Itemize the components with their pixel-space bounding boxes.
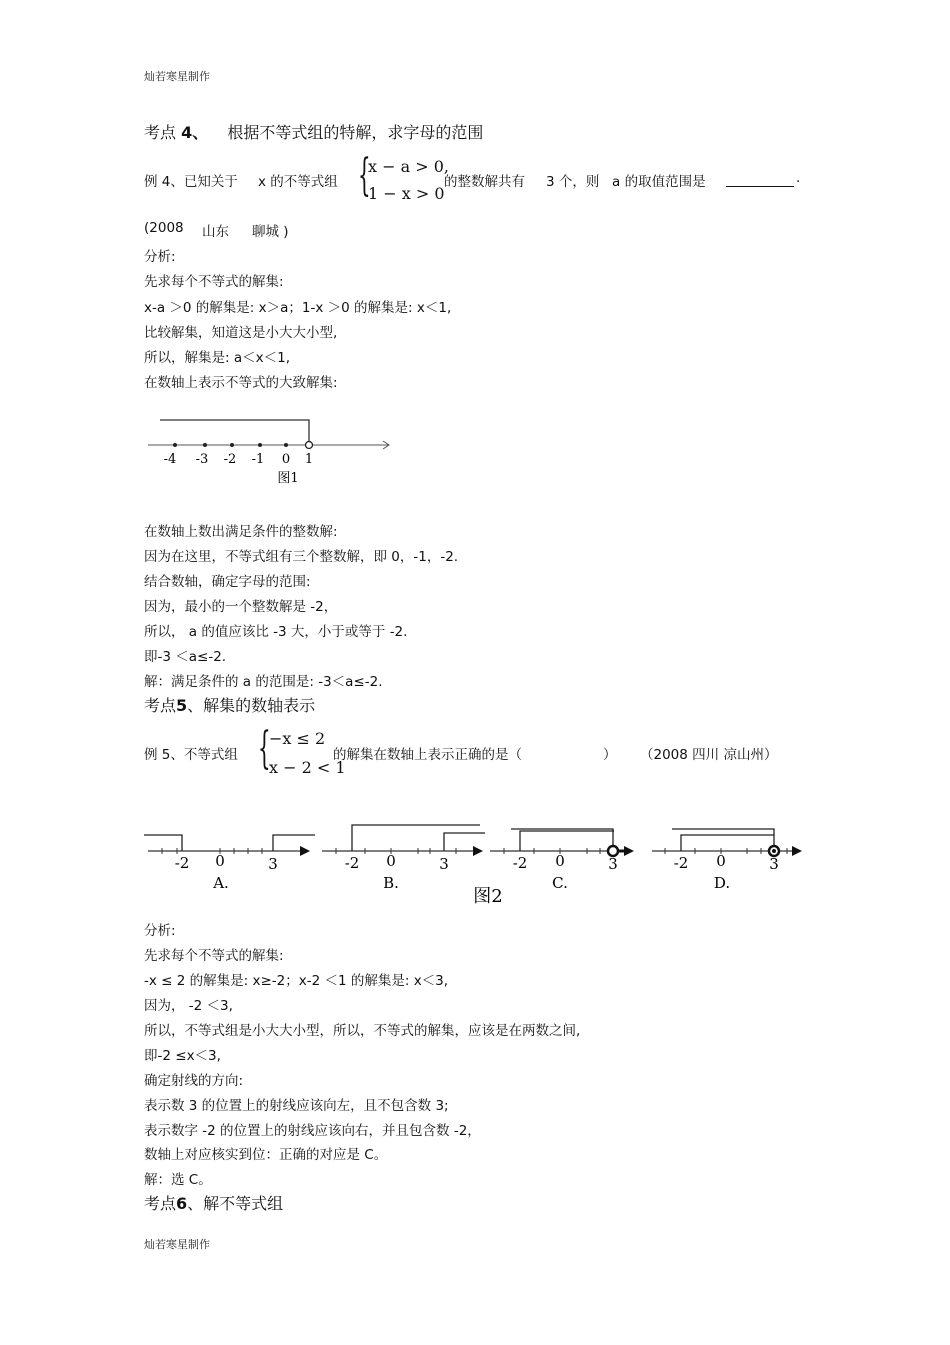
analysis-4b-line: 即-3 ＜a≤-2. (144, 649, 227, 665)
system-4-line-1: x − a > 0, (368, 157, 449, 176)
source-5: （2008 四川 凉山州） (640, 747, 778, 763)
analysis-4b-line: 在数轴上数出满足条件的整数解: (144, 524, 338, 540)
tick-label: 1 (304, 452, 314, 467)
tick-dot (173, 443, 177, 447)
open-endpoint (306, 442, 313, 449)
analysis-5-line: 表示数字 -2 的位置上的射线应该向右，并且包含数 -2， (144, 1123, 481, 1139)
example-4-period: . (796, 170, 801, 186)
tick-label: -2 (344, 854, 360, 872)
analysis-5-line: -x ≤ 2 的解集是: x≥-2；x-2 ＜1 的解集是: x＜3, (144, 973, 449, 989)
tick-label: 0 (386, 852, 396, 870)
tick-dot (203, 443, 207, 447)
section-6-title: 考点6、解不等式组 (144, 1194, 284, 1213)
tick-label: -4 (163, 452, 177, 467)
tick-label: 3 (439, 855, 449, 873)
tick-label: 0 (281, 452, 291, 467)
page-footer: 灿若寒星制作 (144, 1238, 210, 1251)
example-4-text-c: 的整数解共有 (444, 174, 525, 190)
analysis-4-line: 比较解集，知道这是小大大小型, (144, 325, 338, 341)
number-line-figure-1 (140, 410, 400, 490)
page-header: 灿若寒星制作 (144, 70, 210, 83)
analysis-4b-line: 所以， a 的值应该比 -3 大，小于或等于 -2. (144, 624, 408, 640)
analysis-5-line: 数轴上对应核实到位：正确的对应是 C。 (144, 1147, 388, 1163)
analysis-4-line: 分析: (144, 249, 176, 265)
tick-dot (258, 443, 262, 447)
system-4-line-2: 1 − x > 0 (368, 184, 445, 203)
example-4-text-d: 3 个，则 (546, 174, 600, 190)
option-d-label: D. (713, 874, 731, 892)
analysis-4-line: 在数轴上表示不等式的大致解集: (144, 375, 338, 391)
tick-label: -3 (195, 452, 209, 467)
analysis-4-line: x-a ＞0 的解集是: x＞a；1-x ＞0 的解集是: x＜1, (144, 300, 452, 316)
analysis-5-line: 先求每个不等式的解集: (144, 948, 284, 964)
section-5-title: 考点5、解集的数轴表示 (144, 696, 316, 715)
figure-1-caption: 图1 (277, 471, 299, 486)
option-d-number-line (652, 829, 802, 892)
tick-label: -2 (512, 854, 528, 872)
analysis-5-line: 因为， -2 ＜3, (144, 998, 233, 1014)
section-4-title: 考点 4、 根据不等式组的特解，求字母的范围 (144, 123, 484, 142)
figure-2-caption: 图2 (473, 886, 503, 907)
option-b-number-line (322, 825, 485, 892)
analysis-5-line: 所以，不等式组是小大大小型，所以，不等式的解集，应该是在两数之间, (144, 1023, 581, 1039)
example-5-text-a: 例 5、不等式组 (144, 747, 238, 763)
system-5-line-2: x − 2 < 1 (269, 758, 346, 777)
example-5-close-paren: ） (603, 747, 617, 763)
option-c-label: C. (552, 874, 568, 892)
number-line-figure-2 (140, 820, 810, 910)
option-a-number-line (144, 835, 315, 892)
tick-label: 3 (769, 855, 779, 873)
source-4-city: 聊城 ) (252, 224, 289, 240)
example-4-text-a: 例 4、已知关于 (144, 174, 238, 190)
tick-label: -2 (673, 854, 689, 872)
option-c-number-line (473, 829, 634, 907)
option-b-label: B. (383, 874, 399, 892)
tick-label: -1 (251, 452, 265, 467)
analysis-5-line: 表示数 3 的位置上的射线应该向左，且不包含数 3; (144, 1098, 449, 1114)
tick-label: 3 (268, 855, 278, 873)
system-5-line-1: −x ≤ 2 (269, 729, 326, 748)
tick-label: 3 (608, 855, 618, 873)
analysis-5-line: 确定射线的方向: (144, 1073, 244, 1089)
analysis-4b-line: 结合数轴，确定字母的范围: (144, 574, 311, 590)
tick-label: 0 (215, 852, 225, 870)
example-4-text-e: a 的取值范围是 (612, 174, 706, 190)
system-brace: { (358, 150, 371, 201)
analysis-5-line: 分析: (144, 923, 176, 939)
tick-label: 0 (716, 852, 726, 870)
example-5-text-b: 的解集在数轴上表示正确的是（ (333, 747, 522, 763)
analysis-4-line: 先求每个不等式的解集: (144, 274, 284, 290)
tick-label: -2 (223, 452, 237, 467)
example-4-text-b: x 的不等式组 (258, 174, 338, 190)
tick-label: 0 (555, 852, 565, 870)
tick-label: -2 (174, 854, 190, 872)
analysis-4b-line: 解：满足条件的 a 的范围是: -3＜a≤-2. (144, 674, 383, 690)
system-brace: { (258, 723, 271, 774)
tick-dot (230, 443, 234, 447)
analysis-4-line: 所以，解集是: a＜x＜1, (144, 350, 290, 366)
analysis-5-line: 解：选 C。 (144, 1172, 212, 1188)
option-a-label: A. (213, 874, 229, 892)
source-4-province: 山东 (202, 224, 229, 240)
analysis-5-line: 即-2 ≤x＜3, (144, 1048, 221, 1064)
analysis-4b-line: 因为在这里，不等式组有三个整数解，即 0，-1，-2. (144, 549, 459, 565)
source-4-year: (2008 (144, 220, 184, 236)
answer-blank (726, 171, 794, 187)
analysis-4b-line: 因为，最小的一个整数解是 -2， (144, 599, 338, 615)
tick-dot (284, 443, 288, 447)
